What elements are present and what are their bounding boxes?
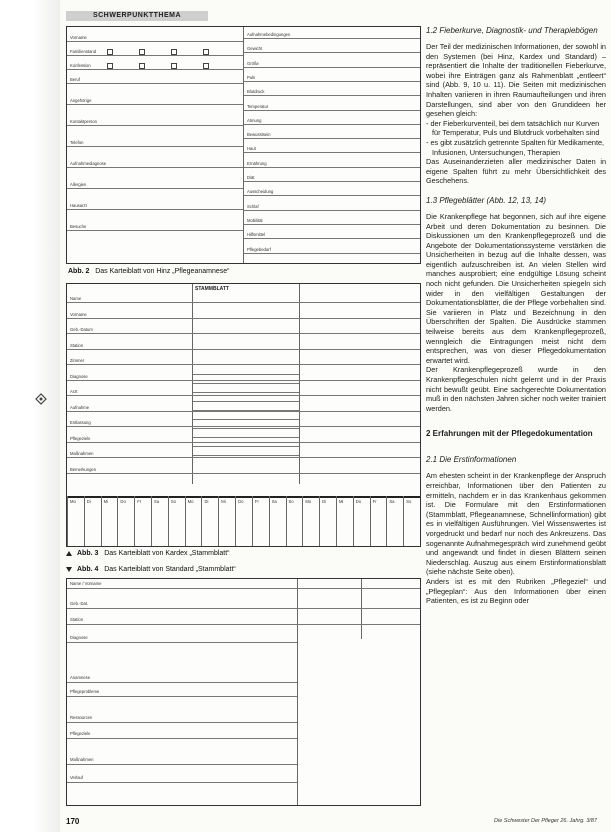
form3-line: [67, 426, 420, 427]
form2-left-label: Hausarzt: [70, 203, 87, 208]
section-heading-s12: 1.2 Fieberkurve, Diagnostik- und Therapiebögen: [426, 26, 598, 35]
form-hinz-pflegeanamnese: [66, 26, 421, 264]
form4-line: [67, 642, 297, 643]
form3-grid-day: Fr: [254, 499, 259, 504]
form3-inner-line: [193, 428, 299, 429]
form3-grid-day: Mi: [103, 499, 109, 504]
form3-grid-day: Fr: [137, 499, 142, 504]
form3-inner-line: [193, 410, 299, 411]
form2-checkbox[interactable]: [171, 49, 177, 55]
form2-right-line: [244, 167, 420, 168]
page-number: 170: [66, 817, 80, 826]
form2-left-line: [67, 55, 243, 56]
form4-label: Ressourcen: [70, 715, 93, 720]
form3-inner-line: [193, 392, 299, 393]
form3-grid-col: [319, 496, 320, 546]
form2-right-label: Ernährung: [247, 160, 267, 166]
form3-line: [67, 380, 420, 381]
form2-left-label: Konfession: [70, 63, 91, 68]
figure-caption-abb2: [68, 267, 229, 276]
form2-left-label: Angehörige: [70, 98, 92, 103]
form2-right-label: Diät: [247, 175, 255, 180]
form3-label: Geb.-Datum: [70, 327, 93, 332]
form3-grid-day: So: [288, 499, 294, 504]
form3-grid-col: [286, 496, 287, 546]
form3-grid-top: [67, 496, 420, 498]
form2-left-label: Aufnahmediagnose: [70, 161, 107, 166]
form3-inner-line: [193, 446, 299, 447]
footer-source: Die Schwester Der Pfleger 26. Jahrg. 3/87: [494, 818, 598, 824]
form3-label: Zimmer: [70, 358, 85, 363]
bullet-list: [426, 119, 606, 157]
section-heading-s21: 2.1 Die Erstinformationen: [426, 455, 517, 465]
form2-left-label: Vorname: [70, 35, 87, 40]
form3-label: Arzt: [70, 389, 78, 394]
form2-right-line: [244, 138, 420, 139]
form2-right-label: Bewusstsein: [247, 132, 271, 138]
form2-left-label: Telefon: [70, 140, 84, 145]
form4-line: [67, 782, 297, 783]
form4-label: Maßnahmen: [70, 757, 94, 762]
form4-label: Name / Vorname: [70, 581, 102, 586]
page-edge-shadow: [0, 0, 60, 832]
form2-right-label: Blutdruck: [247, 89, 265, 95]
form3-label: Bemerkungen: [70, 466, 97, 472]
form3-grid-col: [353, 496, 354, 546]
form2-left-line: [67, 209, 243, 210]
paragraph: Das Auseinanderzieten aller medizinischer Daten in eigene Spalten führt zu mehr Übersichtlichkeit des Geschehens.: [426, 157, 606, 186]
form3-grid-col: [336, 496, 337, 546]
form3-grid-col: [386, 496, 387, 546]
form3-grid-col: [302, 496, 303, 546]
triangle-down-icon: [66, 567, 72, 572]
form3-label: Vorname: [70, 311, 87, 317]
form4-line: [67, 738, 297, 739]
form2-right-line: [244, 124, 420, 125]
form2-right-line: [244, 67, 420, 68]
form3-grid-col: [185, 496, 186, 546]
form3-grid-day: Sa: [389, 499, 395, 504]
form2-right-line: [244, 81, 420, 82]
form2-left-line: [67, 125, 243, 126]
article-column: [426, 26, 606, 606]
caption-text: Das Karteiblatt von Hinz „Pflegeanamnese“: [95, 268, 230, 275]
form2-right-line: [244, 238, 420, 239]
form2-right-label: Schlaf: [247, 203, 259, 209]
form3-grid-day: Fr: [372, 499, 377, 504]
form2-left-line: [67, 188, 243, 189]
form2-right-label: Atmung: [247, 117, 262, 123]
form3-label: Pflegeziele: [70, 435, 91, 441]
form3-line: [67, 457, 420, 458]
section-heading-s2: 2 Erfahrungen mit der Pflegedokumentation: [426, 429, 593, 439]
triangle-up-icon: [66, 551, 72, 556]
form3-line: [67, 333, 420, 334]
form3-grid-day: Mi: [221, 499, 226, 504]
form2-left-line: [67, 167, 243, 168]
form2-left-line: [67, 69, 243, 70]
form4-line: [67, 696, 297, 697]
form3-grid-col: [151, 496, 152, 546]
section-heading-s13: 1.3 Pflegeblätter (Abb. 12, 13, 14): [426, 195, 547, 205]
bullet-item: - der Fieberkurventeil, bei dem tatsächlich nur Kurven für Temperatur, Puls und Blutdruck vorbehalten sind: [426, 118, 600, 138]
form3-grid-day: So: [406, 499, 412, 504]
form3-line: [67, 395, 420, 396]
form2-right-line: [244, 38, 420, 39]
form2-right-line: [244, 52, 420, 53]
form3-line: [67, 442, 420, 443]
form3-grid-col: [101, 496, 102, 546]
form2-left-label: Allergien: [70, 182, 87, 187]
form3-grid-col: [252, 496, 253, 546]
form2-left-line: [67, 230, 243, 231]
form3-grid-col: [117, 496, 118, 546]
form4-line: [67, 608, 420, 609]
paragraph: Der Teil der medizinischen Informationen, der sowohl in den Systemen (bei Hinz, Kardex und Standard) – repräsentiert die Inhalte der traditionellen Fieberkurve, wobei ihre Einträgen ganz als Rahmenblatt „entleert“ sind (Abb. 9, 10 u. 11). Die Seiten mit medizinischen Inhalten variieren in ihren Raumaufteilungen und ihren Darstellungen, sind aber von den Grundideen her gesehen gleich:: [426, 42, 606, 119]
form3-grid-col: [201, 496, 202, 546]
form2-left-line: [67, 83, 243, 84]
form2-left-label: Kontaktperson: [70, 119, 98, 124]
form3-grid-col: [235, 496, 236, 546]
form2-right-line: [244, 224, 420, 225]
form3-grid-col: [403, 496, 404, 546]
form2-right-line: [244, 253, 420, 254]
form3-grid-col: [269, 496, 270, 546]
figure-caption-abb4: [66, 565, 236, 574]
form2-left-line: [67, 146, 243, 147]
form3-line: [67, 364, 420, 365]
form3-grid-day: Di: [204, 499, 209, 504]
paragraph: Der Krankenpflegeprozeß wurde in den Krankenpflegeschulen nicht gelernt und in der Praxis nicht bewußt geübt. Eine sachgerechte Dokumentation muß in den nächsten Jahren sicher noch weiter trainiert werden.: [426, 365, 606, 413]
form2-right-line: [244, 95, 420, 96]
form3-label: Aufnahme: [70, 404, 90, 410]
form2-right-line: [244, 181, 420, 182]
form3-inner-line: [193, 383, 299, 384]
caption-text: Das Karteiblatt von Kardex „Stammblatt“: [104, 550, 230, 557]
form3-grid-day: Do: [355, 499, 362, 504]
form2-right-label: Größe: [247, 60, 259, 66]
form3-label: Station: [70, 342, 84, 348]
form3-inner-line: [193, 419, 299, 420]
form3-grid-day: Mo: [187, 499, 194, 504]
form4-line: [67, 588, 420, 589]
form3-grid-col: [218, 496, 219, 546]
form3-grid-col: [168, 496, 169, 546]
form3-grid-day: Mi: [338, 499, 344, 504]
form3-inner-line: [193, 437, 299, 438]
form2-left-label: Familienstand: [70, 49, 97, 54]
form3-inner-line: [193, 455, 299, 456]
form2-right-line: [244, 152, 420, 153]
form4-label: Verlauf: [70, 775, 84, 780]
form3-line: [67, 302, 420, 303]
section-header-tab: SCHWERPUNKTTHEMA: [66, 11, 208, 21]
paragraph: Die Krankenpflege hat begonnen, sich auf ihre eigene Arbeit und deren Dokumentation zu besinnen. Die Diskussionen um den Krankenpflegeprozeß und die Angebote der Dokumentationssysteme verstärken die Unsicherheiten in bezug auf die Inhalte dessen, was eigentlich aufzuschreiben ist. An vielen Stellen wird manches ausprobiert; eine endgültige Lösung scheint noch nicht gefunden. Die Unsicherheiten spiegeln sich wider in den vielfältigen Gestaltungen der Dokumentationsblätter, die der Pflege vorbehalten sind. Sie variieren in Platz und Bezeichnung in den Überschriften der Spalten. Die Ausdrücke stammen teilweise bereits aus dem Krankenpflegeprozeß, wenngleich die Eintragungen meist nicht dem entsprechen, was von dieser Pflegedokumentation erwartet wird.: [426, 211, 606, 365]
caption-number: Abb. 4: [77, 566, 99, 573]
form3-grid-day: Do: [238, 499, 244, 504]
form3-label: Name: [70, 296, 82, 301]
form2-right-label: Aufnahmebedingungen: [247, 32, 291, 37]
form3-grid-day: Sa: [154, 499, 160, 504]
form3-title: STAMMBLATT: [195, 286, 229, 292]
form-kardex-stammblatt: [66, 283, 421, 547]
form3-inner-line: [193, 374, 299, 375]
form2-right-label: Puls: [247, 74, 256, 80]
form-standard-stammblatt: [66, 578, 421, 806]
form3-inner-line: [193, 401, 299, 402]
form2-right-label: Gewicht: [247, 46, 263, 52]
form4-label: Anamnese: [70, 675, 91, 680]
form4-line: [67, 624, 420, 625]
bullet-item: - es gibt zusätzlich getrennte Spalten für Medikamente, Infusionen, Untersuchungen, Therapien: [426, 137, 605, 157]
form2-checkbox[interactable]: [171, 63, 177, 69]
form3-grid-col: [134, 496, 135, 546]
paragraph: Am ehesten scheint in der Krankenpflege der Anspruch erreichbar, Informationen über den Patienten zu ermitteln, nachdem er in das Krankenhaus gekommen ist. Die Formulare mit den Erstinformationen (Stammblatt, Pflegeanamnese, Schnellinformation) gibt es in vielfältigen Ausführungen. Viel Wissenswertes ist vorgedruckt und bedarf nur noch des Ankreuzens. Das sogenannte Aufnahmegespräch wird zunehmend geübt und angewandt und findet in diesen Blättern seinen Niederschlag. Auszug aus einem Erstinformationsblatt (siehe nächste Seite oben).: [426, 471, 606, 577]
form2-left-line: [67, 41, 243, 42]
caption-number: Abb. 2: [68, 268, 90, 275]
form2-right-label: Temperatur: [247, 103, 269, 109]
form4-label: Pflegeprobleme: [70, 689, 100, 694]
form3-label: Maßnahmen: [70, 451, 94, 456]
form2-right-line: [244, 210, 420, 211]
form3-grid-day: Di: [322, 499, 327, 504]
form2-checkbox[interactable]: [139, 49, 145, 55]
paragraph: Anders ist es mit den Rubriken „Pflegeziel“ und „Pflegeplan“: Aus den Informationen über einen Patienten, es ist zu Beginn oder: [426, 576, 606, 606]
form3-grid-day: Sa: [271, 499, 277, 504]
form2-right-label: Ausscheidung: [247, 189, 274, 195]
form2-right-label: Pflegebedarf: [247, 246, 271, 252]
form2-right-label: Hilfsmittel: [247, 232, 266, 238]
form2-right-line: [244, 110, 420, 111]
form3-grid-day: Mo: [70, 499, 76, 504]
form2-checkbox[interactable]: [203, 49, 209, 55]
form3-grid-day: Di: [86, 499, 91, 504]
form2-right-line: [244, 195, 420, 196]
form2-left-label: Beruf: [70, 77, 81, 82]
caption-number: Abb. 3: [77, 550, 99, 557]
form3-line: [67, 349, 420, 350]
form3-label: Entlassung: [70, 420, 91, 425]
form3-grid-col: [370, 496, 371, 546]
form4-line: [67, 722, 297, 723]
form3-line: [67, 318, 420, 319]
caption-text: Das Karteiblatt von Standard „Stammblatt“: [104, 566, 236, 573]
form4-line: [67, 764, 297, 765]
form2-left-line: [67, 104, 243, 105]
paper-clip-icon: [34, 393, 48, 405]
form3-label: Diagnose: [70, 373, 88, 379]
form4-label: Geb.-Dat.: [70, 601, 89, 606]
form3-line: [67, 473, 420, 474]
form2-right-label: Haut: [247, 146, 256, 152]
form4-label: Pflegeziele: [70, 731, 91, 736]
form2-left-label: Besuche: [70, 224, 87, 229]
form3-grid-day: Do: [120, 499, 126, 504]
form3-grid-col: [84, 496, 85, 546]
form4-label: Station: [70, 617, 84, 622]
form2-checkbox[interactable]: [107, 49, 113, 55]
form4-line: [67, 682, 297, 683]
form3-grid-day: So: [170, 499, 176, 504]
form2-checkbox[interactable]: [139, 63, 145, 69]
form4-label: Diagnose: [70, 635, 88, 640]
form3-grid-day: Mo: [305, 499, 312, 504]
form2-checkbox[interactable]: [107, 63, 113, 69]
figure-caption-abb3: [66, 549, 230, 558]
form2-checkbox[interactable]: [203, 63, 209, 69]
form3-grid-col: [67, 496, 68, 546]
form2-right-label: Mobilität: [247, 217, 263, 223]
